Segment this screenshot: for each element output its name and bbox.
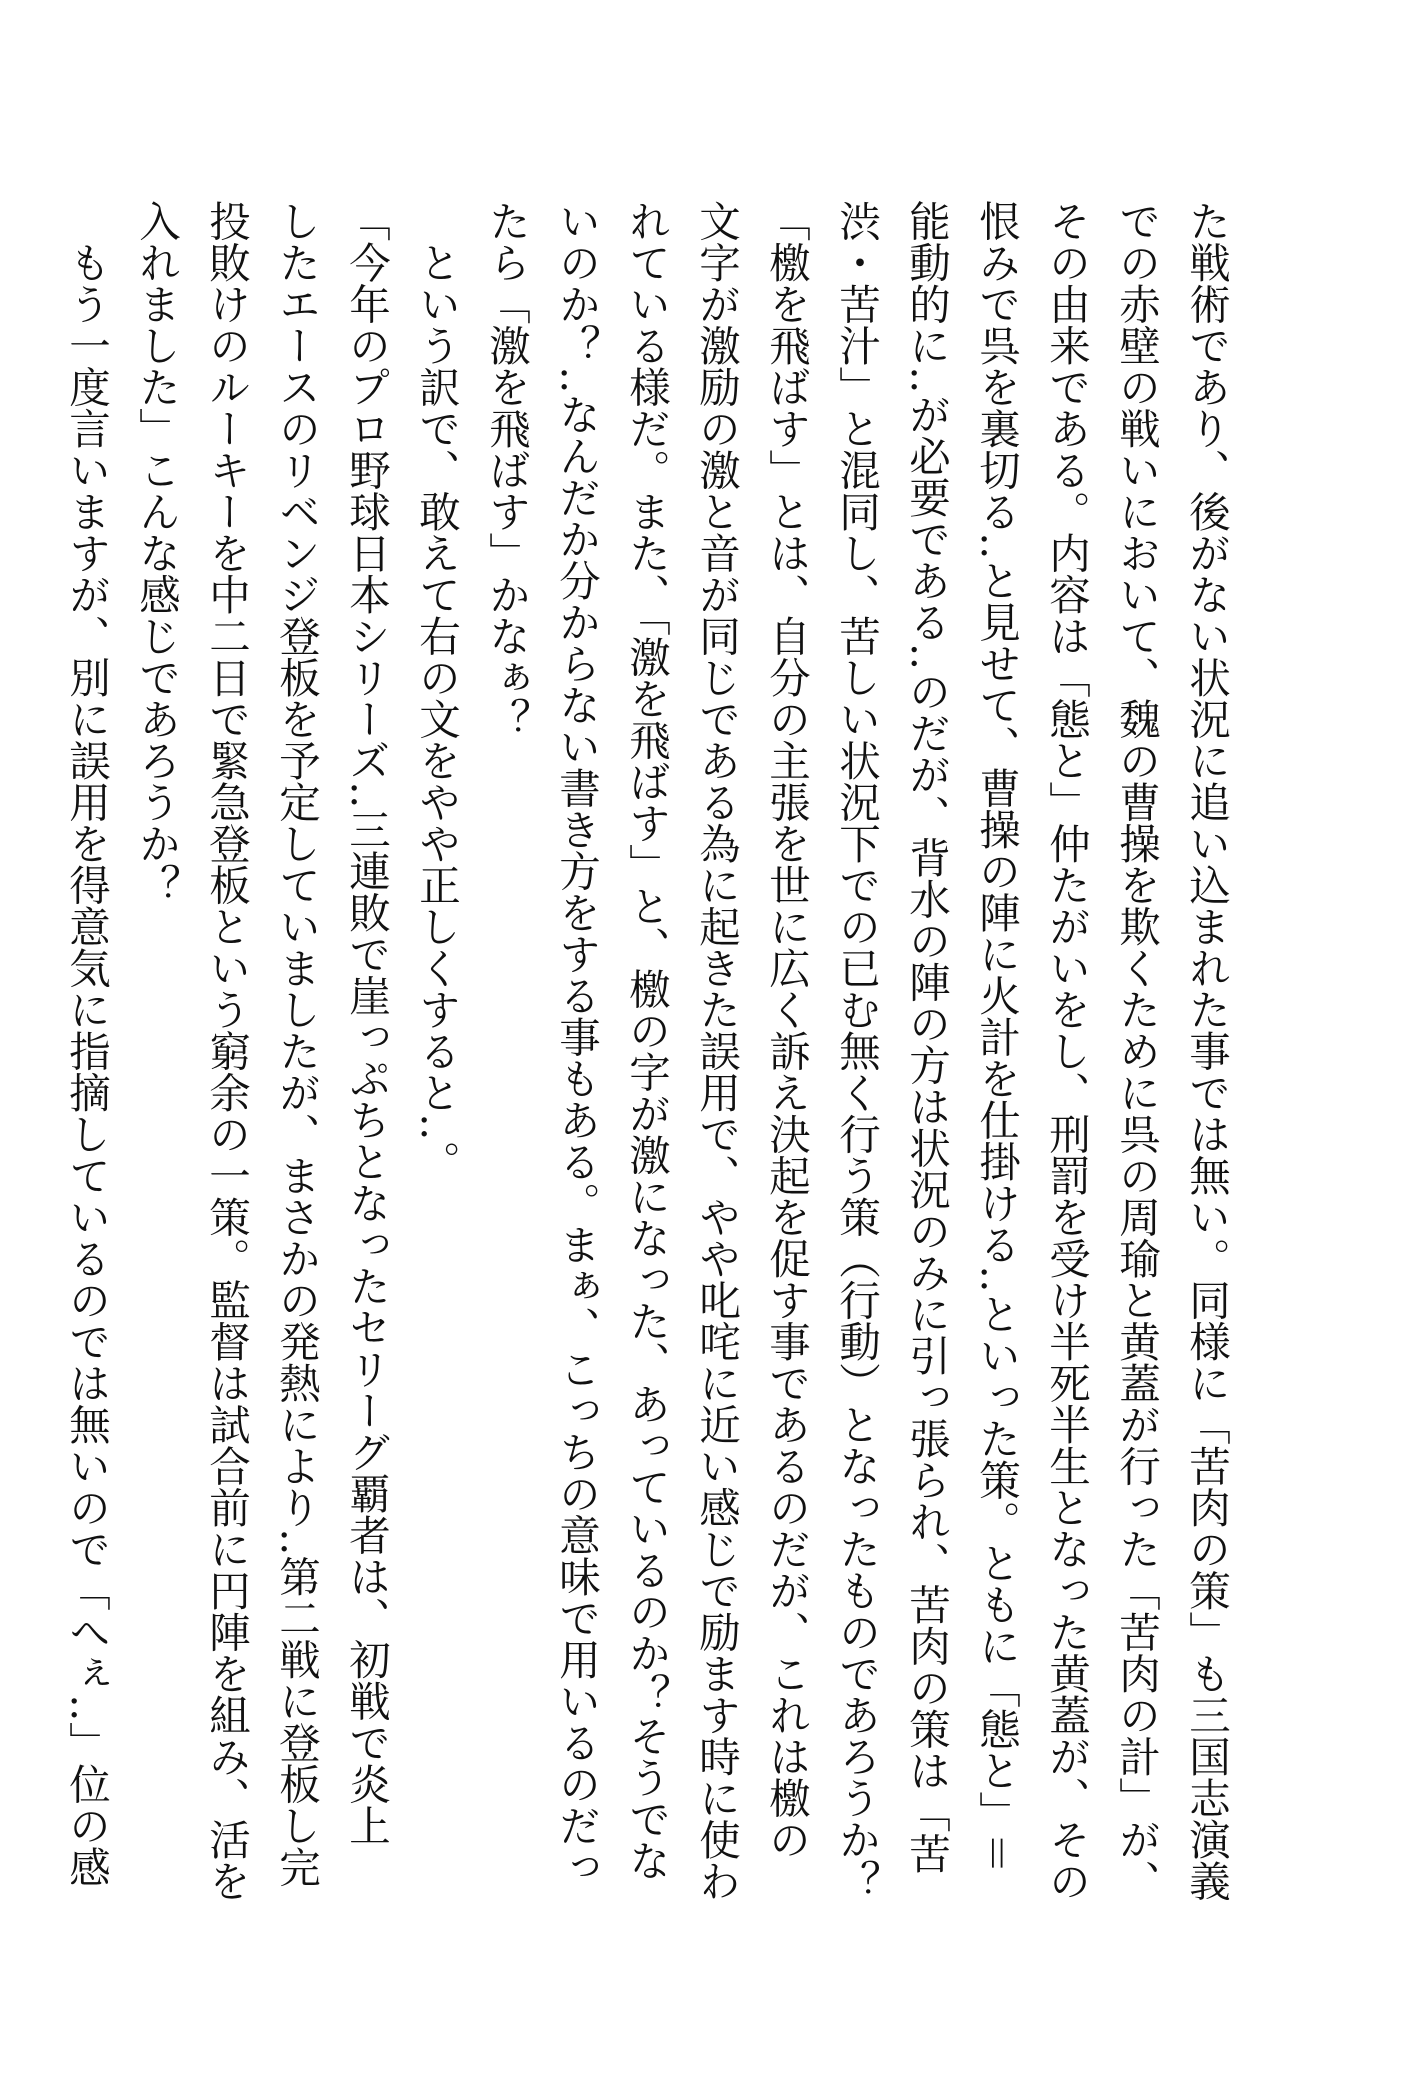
text-line: したエースのリベンジ登板を予定していましたが、まさかの発熱により‥第二戦に登板し完 (272, 200, 321, 1888)
text-line: もう一度言いますが、別に誤用を得意気に指摘しているのでは無いので「へぇ‥」位の感 (62, 200, 111, 1888)
text-line: 能動的に‥が必要である‥のだが、背水の陣の方は状況のみに引っ張られ、苦肉の策は「苦 (902, 200, 951, 1874)
text-line: という訳で、敢えて右の文をやや正しくすると‥。 (412, 200, 461, 1183)
text-line: 文字が激励の激と音が同じである為に起きた誤用で、やや叱咤に近い感じで励ます時に使わ (692, 200, 741, 1902)
text-line: その由来である。内容は「態と」仲たがいをし、刑罰を受け半死半生となった黄蓋が、その (1042, 200, 1091, 1902)
vertical-text-body (51, 200, 1241, 1902)
text-line: での赤壁の戦いにおいて、魏の曹操を欺くために呉の周瑜と黄蓋が行った「苦肉の計」が、 (1112, 200, 1161, 1902)
text-line: れている様だ。また、「激を飛ばす」と、檄の字が激になった、あっているのか？そうでな (622, 200, 671, 1881)
text-line: いのか？‥なんだか分からない書き方をする事もある。まぁ、こっちの意味で用いるのだっ (552, 200, 601, 1888)
text-line: たら「激を飛ばす」かなぁ？ (482, 200, 531, 740)
text-line: 「檄を飛ばす」とは、自分の主張を世に広く訴え決起を促す事であるのだが、これは檄の (762, 200, 811, 1860)
text-line: 「今年のプロ野球日本シリーズ‥三連敗で崖っぷちとなったセリーグ覇者は、初戦で炎上 (342, 200, 391, 1847)
text-line: 渋・苦汁」と混同し、苦しい状況下での已む無く行う策（行動）となったものであろうか？ (832, 200, 881, 1902)
text-line: た戦術であり、後がない状況に追い込まれた事では無い。同様に「苦肉の策」も三国志演義 (1182, 200, 1231, 1902)
text-line: 入れました」こんな感じであろうか？ (132, 200, 181, 906)
text-line: 恨みで呉を裏切る‥と見せて、曹操の陣に火計を仕掛ける‥といった策。ともに「態と」＝ (972, 200, 1021, 1874)
text-line: 投敗けのルーキーを中二日で緊急登板という窮余の一策。監督は試合前に円陣を組み、活を (202, 200, 251, 1902)
